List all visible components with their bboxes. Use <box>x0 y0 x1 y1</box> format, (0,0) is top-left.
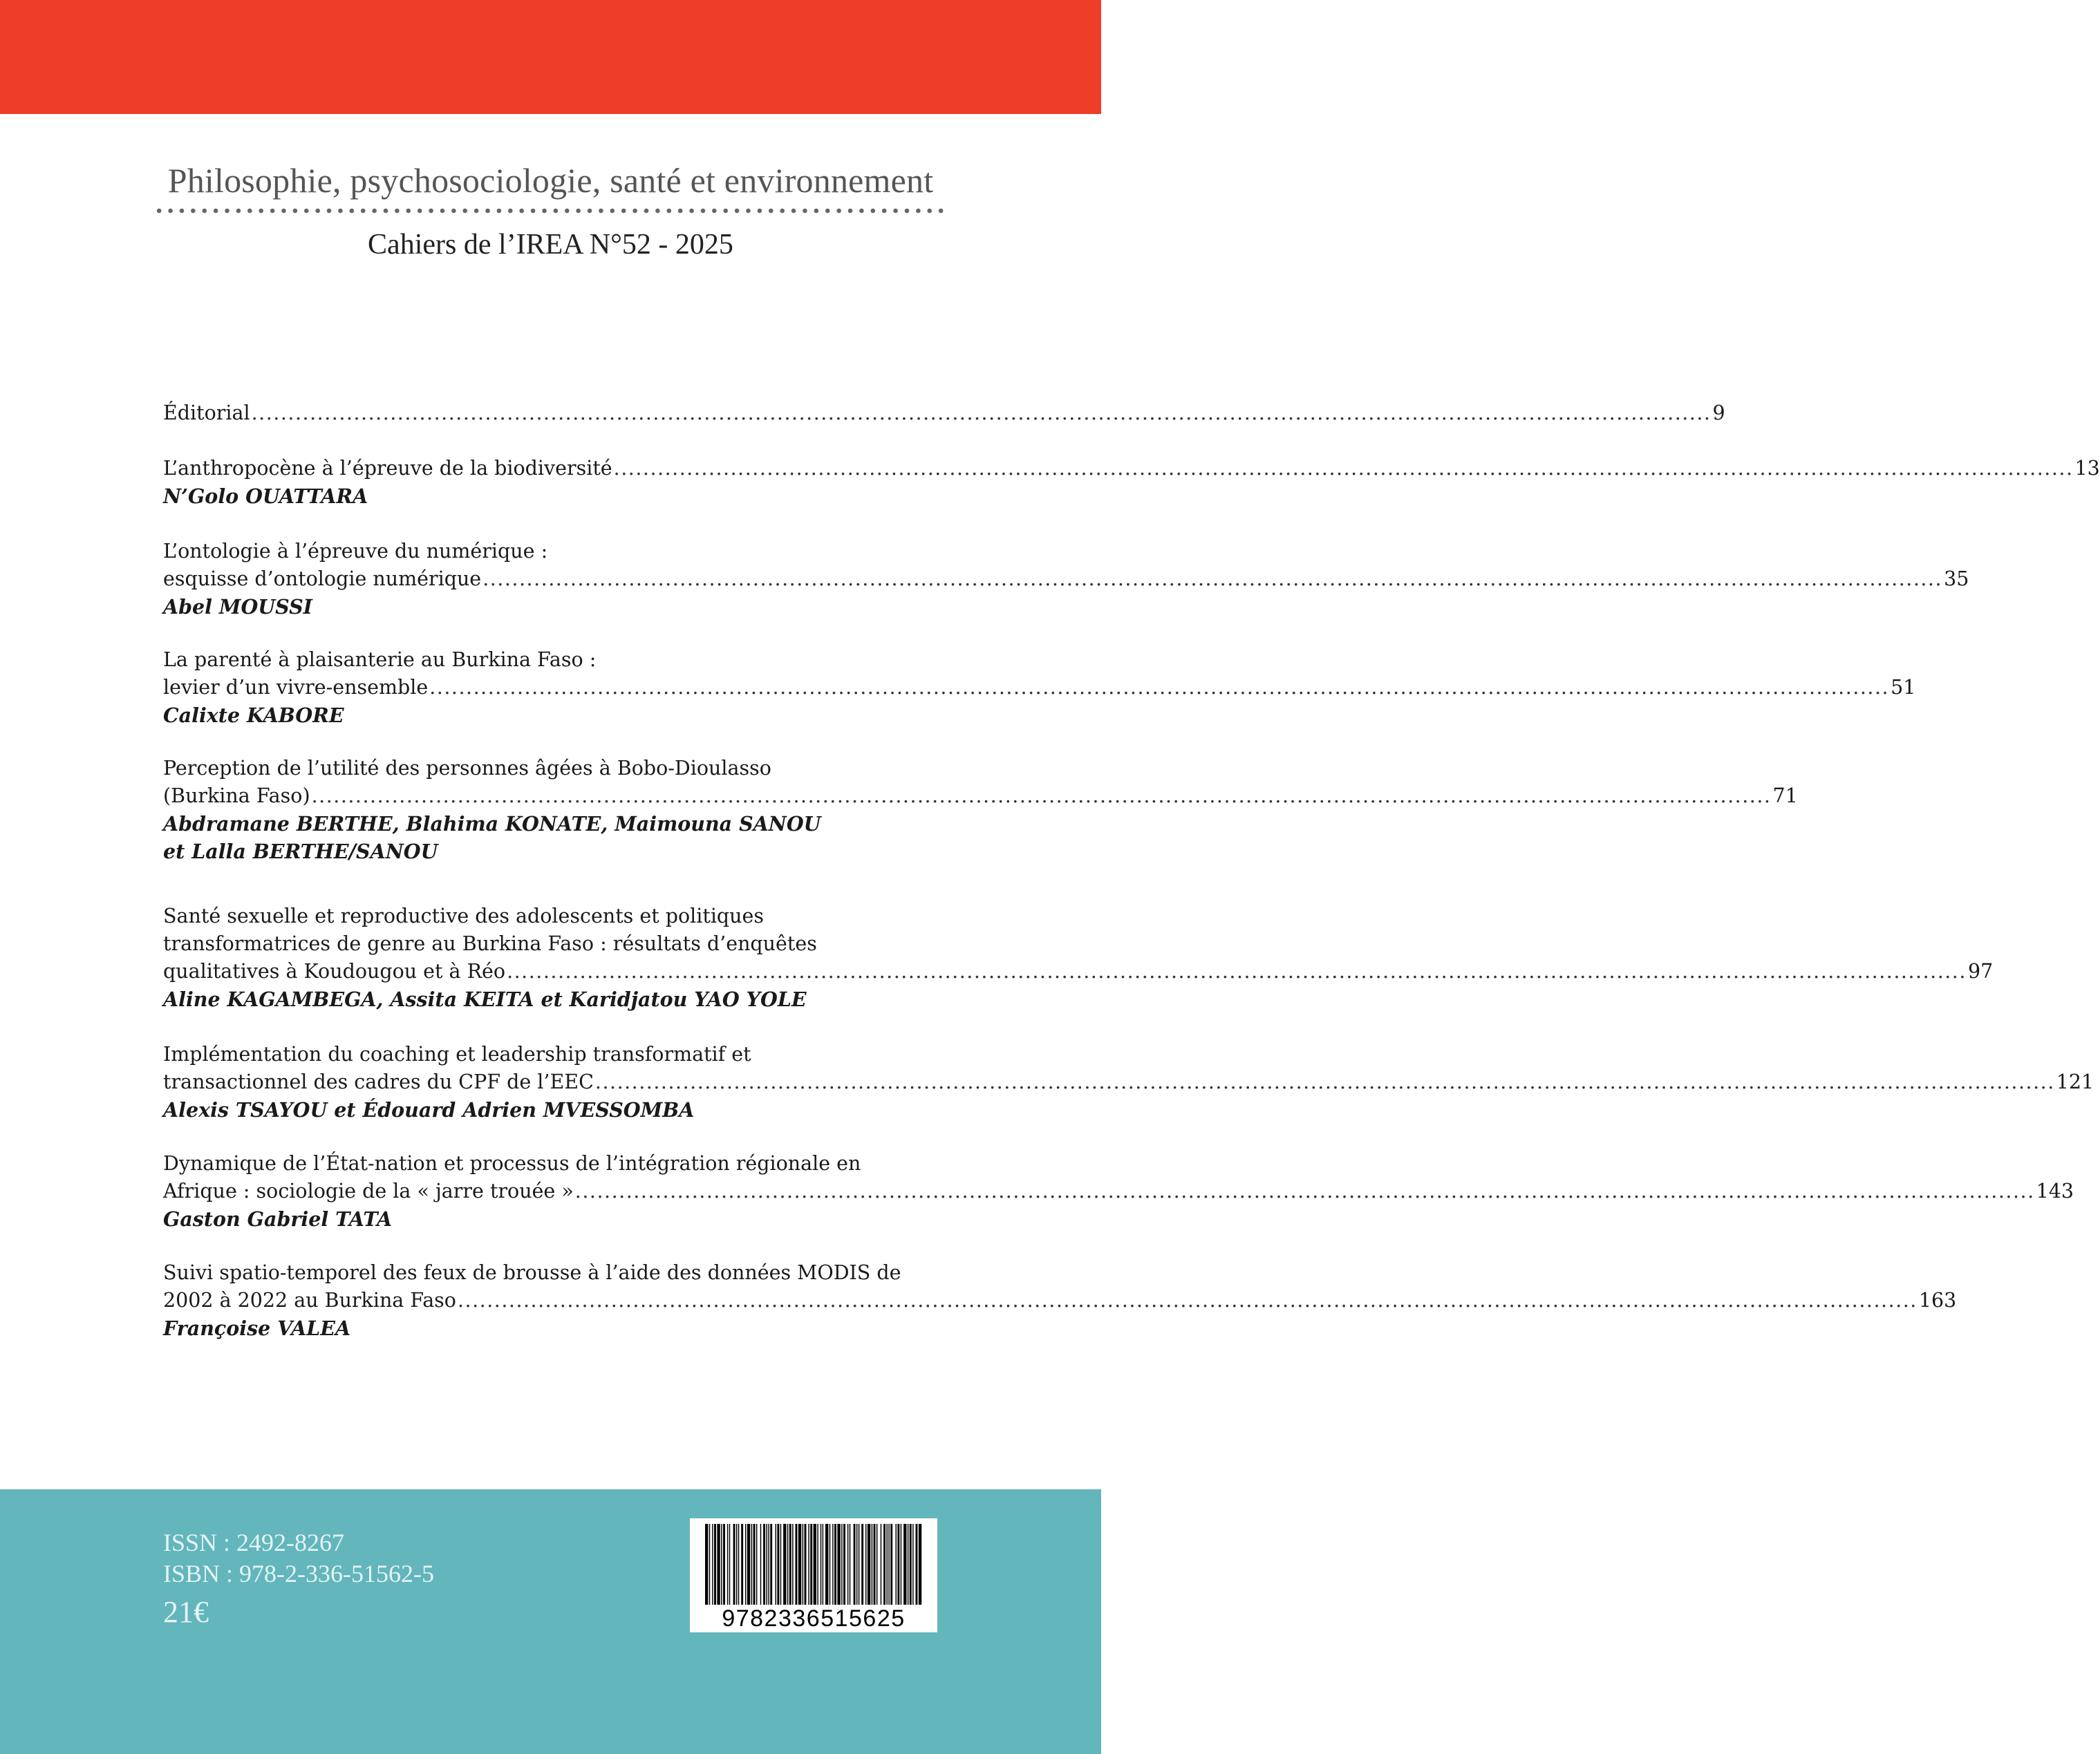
barcode-bar <box>756 1524 757 1605</box>
barcode-bar <box>753 1524 756 1605</box>
toc-entry-author: Abdramane BERTHE, Blahima KONATE, Maimouna SANOU <box>163 812 821 836</box>
toc-entry <box>163 538 1969 621</box>
barcode-bar <box>886 1524 887 1605</box>
barcode-bar <box>723 1524 725 1605</box>
isbn: ISBN : 978-2-336-51562-5 <box>163 1560 434 1587</box>
toc-entry-author: N’Golo OUATTARA <box>163 484 368 508</box>
toc-entry-author: et Lalla BERTHE/SANOU <box>163 840 438 863</box>
barcode-bar <box>883 1524 885 1605</box>
barcode-bar <box>897 1524 899 1605</box>
barcode-bar <box>727 1524 728 1605</box>
toc-entry-title: Éditorial <box>163 402 250 424</box>
toc-entry-title-last-line <box>163 958 1994 986</box>
barcode-bar <box>896 1524 897 1605</box>
toc-entry-author: Françoise VALEA <box>163 1317 351 1340</box>
barcode-bar <box>717 1524 720 1605</box>
barcode-bar <box>721 1524 722 1605</box>
toc-entry-title: L’anthropocène à l’épreuve de la biodiversité <box>163 457 612 480</box>
series-title: Cahiers de l’IREA N°52 - 2025 <box>368 229 733 261</box>
barcode-bar <box>861 1524 863 1605</box>
toc-page-number: 51 <box>1891 676 1916 699</box>
barcode-bar <box>741 1524 743 1605</box>
barcode-bar <box>792 1524 793 1605</box>
toc-entry-title: L’ontologie à l’épreuve du numérique : <box>163 540 548 563</box>
dot-leader: ........................................................................................................................................................................................................ <box>507 960 1967 983</box>
toc-entry <box>163 1150 2074 1233</box>
toc-entry <box>163 399 1725 427</box>
barcode-bar <box>777 1524 779 1605</box>
toc-entry-title-last-line <box>163 565 1969 593</box>
toc-page-number: 9 <box>1712 402 1725 424</box>
barcode-bar <box>814 1524 816 1605</box>
barcode-bar <box>738 1524 739 1605</box>
barcode-bar <box>910 1524 912 1605</box>
toc-entry-title: esquisse d’ontologie numérique <box>163 567 482 590</box>
barcode-bar <box>780 1524 781 1605</box>
dot-leader: ........................................................................................................................................................................................................ <box>482 567 1943 590</box>
top-color-band <box>0 0 1101 114</box>
toc-entry-title: levier d’un vivre-ensemble <box>163 676 429 699</box>
toc-entry-title-last-line <box>163 674 1916 701</box>
toc-entry-title-last-line <box>163 455 2100 482</box>
toc-entry-title-last-line <box>163 1068 2094 1096</box>
toc-entry-title: Suivi spatio-temporel des feux de brousse à l’aide des données MODIS de <box>163 1261 901 1284</box>
toc-entry <box>163 646 1916 729</box>
barcode-bar <box>876 1524 877 1605</box>
toc-page-number: 121 <box>2056 1071 2094 1093</box>
dotted-separator <box>153 207 947 214</box>
barcode-bar <box>829 1524 830 1605</box>
toc-entry-title: Implémentation du coaching et leadership transformatif et <box>163 1043 751 1066</box>
barcode-bar <box>766 1524 767 1605</box>
barcode-bar <box>805 1524 807 1605</box>
toc-entry-title: 2002 à 2022 au Burkina Faso <box>163 1289 456 1312</box>
toc-entry-title: (Burkina Faso) <box>163 784 310 807</box>
toc-entry <box>163 755 1798 865</box>
barcode-digits: 9782336515625 <box>690 1605 937 1632</box>
toc-entry-title: Afrique : sociologie de la « jarre trouée » <box>163 1180 574 1203</box>
barcode-bar <box>745 1524 746 1605</box>
barcode-bar <box>714 1524 716 1605</box>
barcode-bar <box>789 1524 791 1605</box>
toc-entry-title-last-line <box>163 399 1725 427</box>
barcode-bar <box>817 1524 818 1605</box>
barcode-bar <box>705 1524 708 1605</box>
barcode-bar <box>854 1524 856 1605</box>
barcode-bar <box>751 1524 752 1605</box>
barcode-bar <box>810 1524 812 1605</box>
dot-leader: ........................................................................................................................................................................................................ <box>251 402 1712 424</box>
toc-entry-author: Gaston Gabriel TATA <box>163 1207 393 1231</box>
collection-subtitle: Philosophie, psychosociologie, santé et environnement <box>167 161 934 200</box>
toc-entry <box>163 1259 1957 1342</box>
toc-entry-author: Abel MOUSSI <box>163 595 313 619</box>
dot-leader: ........................................................................................................................................................................................................ <box>613 457 2074 480</box>
barcode-bar <box>868 1524 870 1605</box>
toc-entry-title-last-line <box>163 782 1798 810</box>
toc-entry-author: Calixte KABORE <box>163 704 344 727</box>
dot-leader: ........................................................................................................................................................................................................ <box>574 1180 2035 1203</box>
barcode-bar <box>808 1524 809 1605</box>
toc-entry-title-last-line <box>163 1178 2074 1205</box>
toc-page-number: 13 <box>2074 457 2100 480</box>
barcode-bar <box>832 1524 833 1605</box>
barcode-bar <box>712 1524 713 1605</box>
toc-page-number: 143 <box>2036 1180 2074 1203</box>
toc-entry-title: qualitatives à Koudougou et à Réo <box>163 960 506 983</box>
barcode-bar <box>763 1524 765 1605</box>
toc-page-number: 71 <box>1772 784 1798 807</box>
dot-leader: ........................................................................................................................................................................................................ <box>594 1071 2055 1093</box>
barcode-bar <box>843 1524 845 1605</box>
issn: ISSN : 2492-8267 <box>163 1529 345 1556</box>
dot-leader: ........................................................................................................................................................................................................ <box>457 1289 1918 1312</box>
toc-entry-title: transformatrices de genre au Burkina Faso : résultats d’enquêtes <box>163 932 817 955</box>
toc-page-number: 35 <box>1944 567 1969 590</box>
toc-entry-title: transactionnel des cadres du CPF de l’EEC <box>163 1071 594 1093</box>
barcode-bar <box>798 1524 801 1605</box>
dot-leader: ........................................................................................................................................................................................................ <box>311 784 1772 807</box>
barcode-bar <box>787 1524 788 1605</box>
barcode-bar <box>919 1524 921 1605</box>
barcode-bar <box>796 1524 798 1605</box>
price: 21€ <box>163 1595 209 1629</box>
toc-entry <box>163 1041 2094 1124</box>
barcode-bar <box>837 1524 840 1605</box>
toc-entry-author: Aline KAGAMBEGA, Assita KEITA et Karidjatou YAO YOLE <box>163 988 807 1011</box>
barcode-bar <box>874 1524 876 1605</box>
dot-leader: ........................................................................................................................................................................................................ <box>429 676 1890 699</box>
toc-entry-title: Perception de l’utilité des personnes âgées à Bobo-Dioulasso <box>163 757 771 780</box>
barcode-bar <box>825 1524 828 1605</box>
toc-page-number: 97 <box>1967 960 1994 983</box>
barcode-bar <box>912 1524 913 1605</box>
barcode-bar <box>888 1524 889 1605</box>
barcode-bar <box>733 1524 735 1605</box>
barcode-bar <box>916 1524 918 1605</box>
barcode-bar <box>747 1524 750 1605</box>
barcode-bar <box>847 1524 848 1605</box>
barcode-bar <box>709 1524 710 1605</box>
toc-entry <box>163 455 2100 510</box>
toc-entry-title: Santé sexuelle et reproductive des adolescents et politiques <box>163 905 765 927</box>
toc-page-number: 163 <box>1918 1289 1957 1312</box>
barcode-bar <box>729 1524 730 1605</box>
toc-entry <box>163 903 1994 1013</box>
toc-entry-title: La parenté à plaisanterie au Burkina Faso : <box>163 648 597 671</box>
barcode-bar <box>890 1524 892 1605</box>
toc-entry-title-last-line <box>163 1287 1957 1314</box>
publication-info <box>163 1527 434 1632</box>
toc-entry-author: Alexis TSAYOU et Édouard Adrien MVESSOMBA <box>163 1098 695 1122</box>
barcode-bar <box>783 1524 786 1605</box>
barcode-bar <box>856 1524 857 1605</box>
barcode-bar <box>841 1524 842 1605</box>
barcode-bar <box>834 1524 836 1605</box>
toc-entry-title: Dynamique de l’État-nation et processus de l’intégration régionale en <box>163 1152 861 1175</box>
barcode-bar <box>768 1524 769 1605</box>
barcode-bar <box>865 1524 866 1605</box>
barcode-bar <box>770 1524 772 1605</box>
barcode-bar <box>903 1524 906 1605</box>
barcode-bar <box>736 1524 737 1605</box>
barcode-bar <box>760 1524 761 1605</box>
